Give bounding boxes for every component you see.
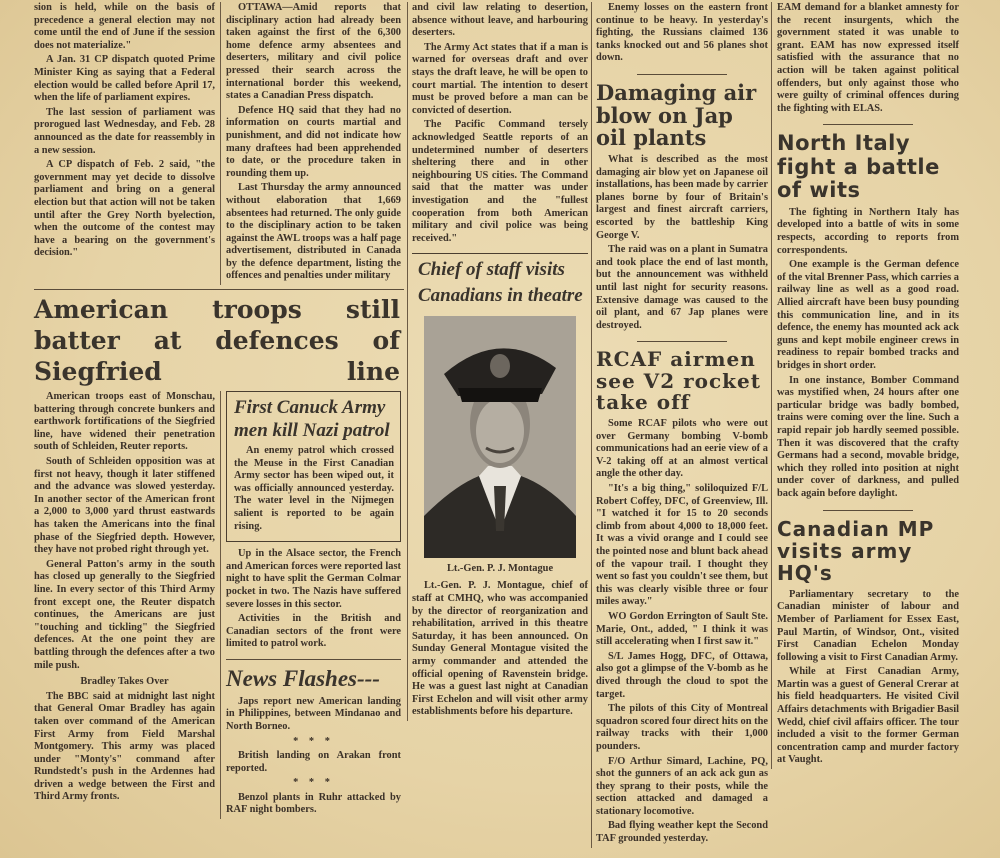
article-eam-amnesty bbox=[777, 2, 959, 117]
flash-item: British landing on Arakan front reported. bbox=[226, 750, 401, 774]
paragraph: Lt.-Gen. P. J. Montague, chief of staff at CMHQ, who was accompanied by the director of reorganization and rehabilitation, arrived in this theatre Saturday, it has been announced. On Sunday General Montague visited the army commander and attended the official opening of Ravenstein bridge. He was a guest last night at Canadian First Echelon and will visit other army establishments before his departure. bbox=[412, 580, 588, 718]
headline: Canadians in theatre bbox=[418, 284, 583, 306]
officer-portrait-image bbox=[424, 316, 576, 558]
article-damaging-air-blow bbox=[596, 79, 768, 334]
paragraph: General Patton's army in the south has closed up generally to the Siegfried line. In every sector of this Third Army front except one, the Reuter dispatch continues, the Americans are just "touching and tickling" the Siegfried defences. At the one point they are battling through the defences after a two mile push. bbox=[34, 558, 215, 671]
paragraph: A CP dispatch of Feb. 2 said, "the government may yet decide to dissolve parliament and bring on a general election but that action will not be taken until after the Grey North byelection, when the outcome of the contest may have a bearing on the government's decision." bbox=[34, 159, 215, 259]
headline: Chief of staff visits bbox=[418, 259, 565, 281]
paragraph: One example is the German defence of the vital Brenner Pass, which carries a railway line as well as a good road. Allied aircraft have been busy pounding this communication line, and in its defence, the enemy has mounted ack ack guns and kept mobile engineer crews in readiness to repair bombed tracks and bridges in short order. bbox=[777, 259, 959, 372]
flash-item: Japs report new American landing in Philippines, between Mindanao and North Borneo. bbox=[226, 695, 401, 732]
paragraph: Last Thursday the army announced without elaboration that 1,669 absentees had returned. The only guide to the disciplinary action to be taken against the AWL troops was a half page advertisement, distributed in Canada by the defence department, listing the offences and penalties under military bbox=[226, 182, 401, 282]
paragraph: and civil law relating to desertion, absence without leave, and harbouring deserters. bbox=[412, 2, 588, 39]
bottom-row bbox=[34, 391, 404, 819]
divider bbox=[34, 289, 404, 391]
paragraph: OTTAWA—Amid reports that disciplinary action had already been taken against the first of the 6,300 home defence army absentees and deserters, military and civil police pressed their search across the international border this weekend, states a Canadian Press dispatch. bbox=[226, 2, 401, 102]
separator: * * * bbox=[293, 777, 334, 789]
paragraph: The last session of parliament was prorogued last Wednesday, and Feb. 28 announced as the date for reassembly in a new session. bbox=[34, 106, 215, 156]
paragraph: "It's a big thing," soliloquized F/L Robert Coffey, DFC, of Greenview, Ill. "I watched it for 15 to 20 seconds climb from about 4,000 to 18,000 feet. It was a vivid orange and I could see the pointed nose and blunt back ahead of the vapour trail. I thought they went so fast you couldn't see them, but this was clearly visible three or four miles away." bbox=[596, 483, 768, 608]
paragraph: Activities in the British and Canadian sectors of the front were limited to patrol work. bbox=[226, 613, 401, 650]
divider bbox=[637, 341, 727, 342]
headline: RCAF airmen see V2 rocket take off bbox=[596, 347, 761, 415]
portrait-photo bbox=[424, 316, 576, 558]
paragraph: American troops east of Monschau, battering through concrete bunkers and earthwork fortifications of the Siegfried line, have widened their penetration south of Schleiden, Reuter reports. bbox=[34, 391, 215, 453]
paragraph: The Army Act states that if a man is warned for overseas draft and over stays the draft leave, he will be open to court martial. The intention to desert must be proved before a man can be convicted of desertion. bbox=[412, 41, 588, 116]
article-american-troops bbox=[34, 391, 220, 806]
chief-headline-box bbox=[412, 253, 588, 312]
paragraph: Bad flying weather kept the Second TAF grounded yesterday. bbox=[596, 820, 768, 845]
headline: North Italy fight a battle of wits bbox=[777, 131, 940, 203]
article-canuck-continued bbox=[226, 548, 401, 653]
paragraph: Parliamentary secretary to the Canadian minister of labour and Member of Parliament for Essex East, Paul Martin, of Windsor, Ont., visited First Canadian Echelon Monday following a visit to First Canadian Army. bbox=[777, 588, 959, 663]
flash-item: Benzol plants in Ruhr attacked by RAF night bombers. bbox=[226, 791, 401, 816]
divider bbox=[823, 124, 913, 125]
box-text bbox=[234, 445, 394, 533]
headline-american-troops: American troops still batter at defences of Siegfried line bbox=[34, 295, 400, 387]
article-rcaf-v2 bbox=[596, 349, 768, 847]
divider bbox=[226, 659, 401, 660]
paragraph: Defence HQ said that they had no information on courts martial and punishment, and did not indicate how many draftees had been apprehended to date, or the procedure taken in rounding them up. bbox=[226, 104, 401, 179]
column-4 bbox=[591, 2, 771, 848]
news-flashes bbox=[226, 666, 401, 819]
paragraph: What is described as the most damaging air blow yet on Japanese oil installations, has been made by carrier planes borne by four of Britain's largest and finest aircraft carriers, escorted by the battleship King George V. bbox=[596, 153, 768, 241]
paragraph: The raid was on a plant in Sumatra and took place the end of last month, but the announcement was withheld until last night for security reasons. Extensive damage was caused to the oil plant, and 67 Jap planes were destroyed. bbox=[596, 244, 768, 331]
article-eastern-front bbox=[596, 2, 768, 67]
article-ottawa-deserters bbox=[220, 2, 404, 285]
paragraph: Up in the Alsace sector, the French and American forces were reported last night to have split the German Colmar pocket in two. The Nazis have suffered severe losses in this sector. bbox=[226, 548, 401, 610]
canuck-box bbox=[226, 391, 401, 542]
paragraph: While at First Canadian Army, Martin was a guest of General Crerar at his field headquarters. He visited Civil Affairs detachments with Brigadier Basil Wedd, chief civil affairs officer. The tour included a visit to the former German concentration camp and murder factory at Vaught. bbox=[777, 666, 959, 766]
column-5 bbox=[771, 2, 963, 769]
paragraph: South of Schleiden opposition was at first not heavy, though it later stiffened and the advance was slowed yesterday. In another sector of the American front a 2,000 to 3,000 yard thrust eastwards has taken the Americans into the final phase of the Siegfried depth. However, they have not probed right through yet. bbox=[34, 456, 215, 556]
paragraph: sion is held, while on the basis of precedence a general election may not come until the end of June if the session does not materialize." bbox=[34, 2, 215, 51]
column-3 bbox=[407, 2, 591, 721]
photo-caption: Lt.-Gen. P. J. Montague bbox=[446, 562, 554, 574]
paragraph: An enemy patrol which crossed the Meuse in the First Canadian Army sector has been wiped out, it was officially announced yesterday. The water level in the Nijmegen salient is reported to be again rising. bbox=[234, 445, 394, 532]
article-ottawa-deserters-continued bbox=[412, 2, 588, 247]
article-chief-of-staff bbox=[412, 563, 588, 721]
divider bbox=[637, 74, 727, 75]
paragraph: In one instance, Bomber Command was mystified when, 24 hours after one particular bridge was badly bombed, trains were coming over the line. Such a rapid repair job hardly seemed possible. Then it was discovered that the crafty Germans had a second, movable bridge, which they rolled into position at night under cover of darkness, and pulled back again before daylight. bbox=[777, 374, 959, 499]
top-row bbox=[34, 2, 404, 285]
divider bbox=[823, 510, 913, 511]
article-north-italy bbox=[777, 132, 959, 502]
paragraph: S/L James Hogg, DFC, of Ottawa, also got a glimpse of the V-bomb as he dived through the cloud to spot the target. bbox=[596, 650, 768, 700]
paragraph: The Pacific Command tersely acknowledged Seattle reports of an undetermined number of deserters sheltering there and in other neighbouring US cities. The Command said that the matter was under investigation and the "fullest cooperation from both American military and civil police was being received." bbox=[412, 119, 588, 244]
paragraph: The fighting in Northern Italy has developed into a battle of wits in some respects, according to reports from correspondents. bbox=[777, 206, 959, 256]
paragraph: F/O Arthur Simard, Lachine, PQ, shot the gunners of an ack ack gun as they sprang to their posts, while the section attacked and damaged a stationary locomotive. bbox=[596, 755, 768, 817]
left-section bbox=[34, 2, 404, 819]
paragraph: WO Gordon Errington of Sault Ste. Marie, Ont., added, " I think it was still accelerating when I first saw it." bbox=[596, 610, 768, 648]
headline: First Canuck Army men kill Nazi patrol bbox=[234, 397, 390, 442]
paragraph: Some RCAF pilots who were out over Germany bombing V-bomb communications had an eerie view of a V-2 taking off at an almost vertical angle the other day. bbox=[596, 418, 768, 480]
paragraph: Enemy losses on the eastern front continue to be heavy. In yesterday's fighting, the Russians claimed 136 tanks knocked out and 56 planes shot down. bbox=[596, 2, 768, 64]
article-canadian-mp bbox=[777, 518, 959, 769]
paragraph: The BBC said at midnight last night that General Omar Bradley has again taken over command of the American First Army from Field Marshal Montgomery. This army was placed under "Monty's" command after Rundstedt's push in the Ardennes had driven a wedge between the First and Third Army fronts. bbox=[34, 690, 215, 803]
headline: Canadian MP visits army HQ's bbox=[777, 516, 935, 586]
paragraph: The pilots of this City of Montreal squadron scored four direct hits on the railway tracks with their 1,000 pounders. bbox=[596, 703, 768, 752]
subheading: Bradley Takes Over bbox=[80, 676, 169, 688]
paragraph: EAM demand for a blanket amnesty for the recent insurgents, which the government stated it was unable to grant. EAM has now expressed itself satisfied with the assurance that no action will be taken against political offenders, but only against those who were guilty of criminal offences during the fighting with ELAS. bbox=[777, 2, 959, 114]
separator: * * * bbox=[293, 735, 334, 747]
article-election-continued bbox=[34, 2, 220, 262]
canuck-and-flashes-column bbox=[220, 391, 404, 819]
headline: Damaging air blow on Jap oil plants bbox=[596, 79, 757, 151]
paragraph: A Jan. 31 CP dispatch quoted Prime Minister King as saying that a Federal election would be called before April 17, when the life of parliament expires. bbox=[34, 54, 215, 104]
headline: News Flashes--- bbox=[226, 665, 380, 691]
